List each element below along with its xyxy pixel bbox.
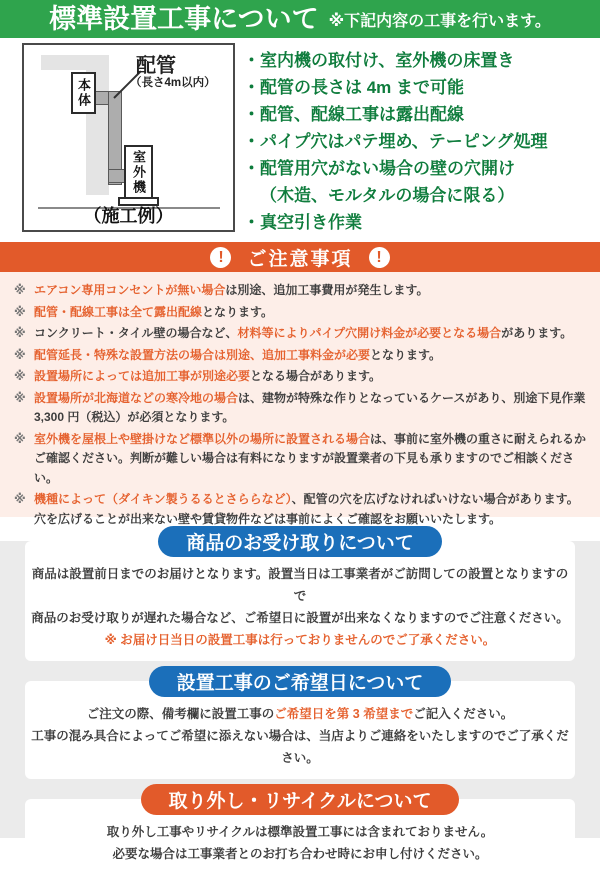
note-text: [34, 281, 590, 301]
text: 必要な場合は工事業者とのお打ち合わせ時にお申し付けください。: [112, 847, 488, 861]
text: は別途、追加工事費用が発生します。: [225, 283, 429, 297]
pipe-label: 配管: [136, 55, 176, 77]
highlighted-text: ご希望日を第 3 希望まで: [274, 707, 414, 721]
card-body: [31, 821, 569, 865]
work-item: ・真空引き作業: [243, 209, 598, 236]
note-marker: ※: [14, 326, 26, 340]
highlighted-text: 設置場所が北海道などの寒冷地の場合: [34, 390, 239, 405]
card-text-line: [31, 703, 569, 725]
work-item: ・配管用穴がない場合の壁の穴開け: [243, 155, 598, 182]
bullet-dot: ・: [243, 159, 260, 178]
card-text-line: [31, 843, 569, 865]
note-marker: ※: [14, 390, 26, 405]
highlighted-text: 配管延長・特殊な設置方法の場合は別途、追加工事料金が必要: [34, 347, 371, 362]
highlighted-text: エアコン専用コンセントが無い場合: [34, 283, 226, 297]
text: 商品のお受け取りが遅れた場合など、ご希望日に設置が出来なくなりますのでご注意ください。: [31, 611, 569, 625]
notice-banner: [0, 242, 600, 272]
text: となります。: [370, 347, 442, 362]
info-card: [25, 533, 575, 661]
notice-title: ご注意事項: [247, 248, 353, 270]
standard-work-section: [0, 38, 600, 242]
note-marker: ※: [14, 369, 26, 383]
notes-section: [0, 272, 600, 526]
note-item: [14, 490, 590, 529]
installation-diagram: [22, 43, 235, 232]
note-text: [34, 490, 590, 529]
note-marker: ※: [14, 304, 26, 319]
note-text: [34, 430, 590, 489]
note-item: [14, 303, 590, 323]
work-item: ・配管の長さは 4m まで可能: [243, 74, 598, 101]
text: となる場合があります。: [250, 369, 382, 383]
work-item: ・パイプ穴はパテ埋め、テーピング処理: [243, 128, 598, 155]
note-item: [14, 324, 590, 344]
bullet-dot: ・: [243, 213, 260, 232]
note-marker: ※: [14, 492, 26, 506]
card-text-line: [31, 607, 569, 629]
text: があります。: [501, 326, 573, 340]
card-text-line: [31, 629, 569, 651]
card-text-line: [31, 821, 569, 843]
text: ご注文の際、備考欄に設置工事の: [86, 707, 275, 721]
text: コンクリート・タイル壁の場合など、: [34, 326, 238, 340]
note-marker: ※: [14, 347, 26, 362]
note-item: [14, 281, 590, 301]
section-title-pill: 商品のお受け取りについて: [158, 526, 442, 557]
bullet-dot: ・: [243, 78, 260, 97]
page-subtitle: ※下記内容の工事を行います。: [328, 13, 551, 30]
work-item: ・配管、配線工事は露出配線: [243, 101, 598, 128]
card-text-line: [31, 563, 569, 607]
text: 、配管の穴を広げなければいけない場合があります。穴を広げることが出来ない壁や賃貸物件などは事前によくご確認をお願いいたします。: [34, 492, 579, 526]
exclamation-icon: !: [369, 247, 390, 268]
page-title: 標準設置工事について: [49, 4, 319, 34]
bullet-dot: ・: [243, 132, 260, 151]
info-card: [25, 791, 575, 875]
highlighted-text: 室外機を屋根上や壁掛けなど標準以外の場所に設置される場合: [34, 431, 371, 446]
note-text: [34, 346, 590, 366]
note-item: [14, 367, 590, 387]
note-text: [34, 324, 590, 344]
note-text: [34, 367, 590, 387]
highlighted-text: 設置場所によっては追加工事が別途必要: [34, 369, 251, 383]
note-marker: ※: [14, 431, 26, 446]
pipe-length-note: （長さ4m以内）: [130, 77, 216, 89]
diagram-caption: （施工例）: [83, 206, 174, 226]
text: は、建物が特殊な作りとなっているケースがあり、別途下見作業 3,300 円（税込）が必須となります。: [34, 390, 586, 424]
info-cards-section: [0, 533, 600, 861]
outdoor-unit-label: 室外機: [124, 145, 153, 199]
exclamation-icon: !: [210, 247, 231, 268]
note-marker: ※: [14, 283, 26, 297]
bullet-dot: ・: [243, 105, 260, 124]
section-title-pill: 設置工事のご希望日について: [149, 666, 452, 697]
card-text-line: [31, 725, 569, 769]
text: 工事の混み具合によってご希望に添えない場合は、当店よりご連絡をいたしますのでご了承ください。: [31, 729, 569, 765]
text: ご記入ください。: [413, 707, 514, 721]
note-text: [34, 389, 590, 428]
bullet-dot: ・: [243, 51, 260, 70]
info-card: [25, 673, 575, 779]
card-body: [31, 563, 569, 651]
highlighted-text: 機種によって（ダイキン製うるるとさららなど）: [34, 492, 292, 506]
work-item: ・室内機の取付け、室外機の床置き: [243, 47, 598, 74]
note-item: [14, 346, 590, 366]
page-header: [0, 0, 600, 38]
card-body: [31, 703, 569, 769]
highlighted-text: 材料等によりパイプ穴開け料金が必要となる場合: [237, 326, 502, 340]
text: 商品は設置前日までのお届けとなります。設置当日は工事業者がご訪問しての設置となりますので: [31, 567, 569, 603]
highlighted-text: ※ お届け日当日の設置工事は行っておりませんのでご了承ください。: [104, 633, 496, 647]
note-item: [14, 430, 590, 489]
text: は、事前に室外機の重さに耐えられるかご確認ください。判断が難しい場合は有料になりますが設置業者の下見も承りますのでご相談ください。: [34, 431, 587, 485]
text: 取り外し工事やリサイクルは標準設置工事には含まれておりません。: [106, 825, 494, 839]
highlighted-text: 配管・配線工事は全て露出配線: [34, 304, 203, 319]
note-item: [14, 389, 590, 428]
indoor-unit-label: 本体: [71, 72, 96, 114]
text: となります。: [202, 304, 274, 319]
work-item: （木造、モルタルの場合に限る）: [260, 186, 515, 205]
standard-work-list: [243, 47, 598, 236]
note-text: [34, 303, 590, 323]
section-title-pill: 取り外し・リサイクルについて: [141, 784, 460, 815]
